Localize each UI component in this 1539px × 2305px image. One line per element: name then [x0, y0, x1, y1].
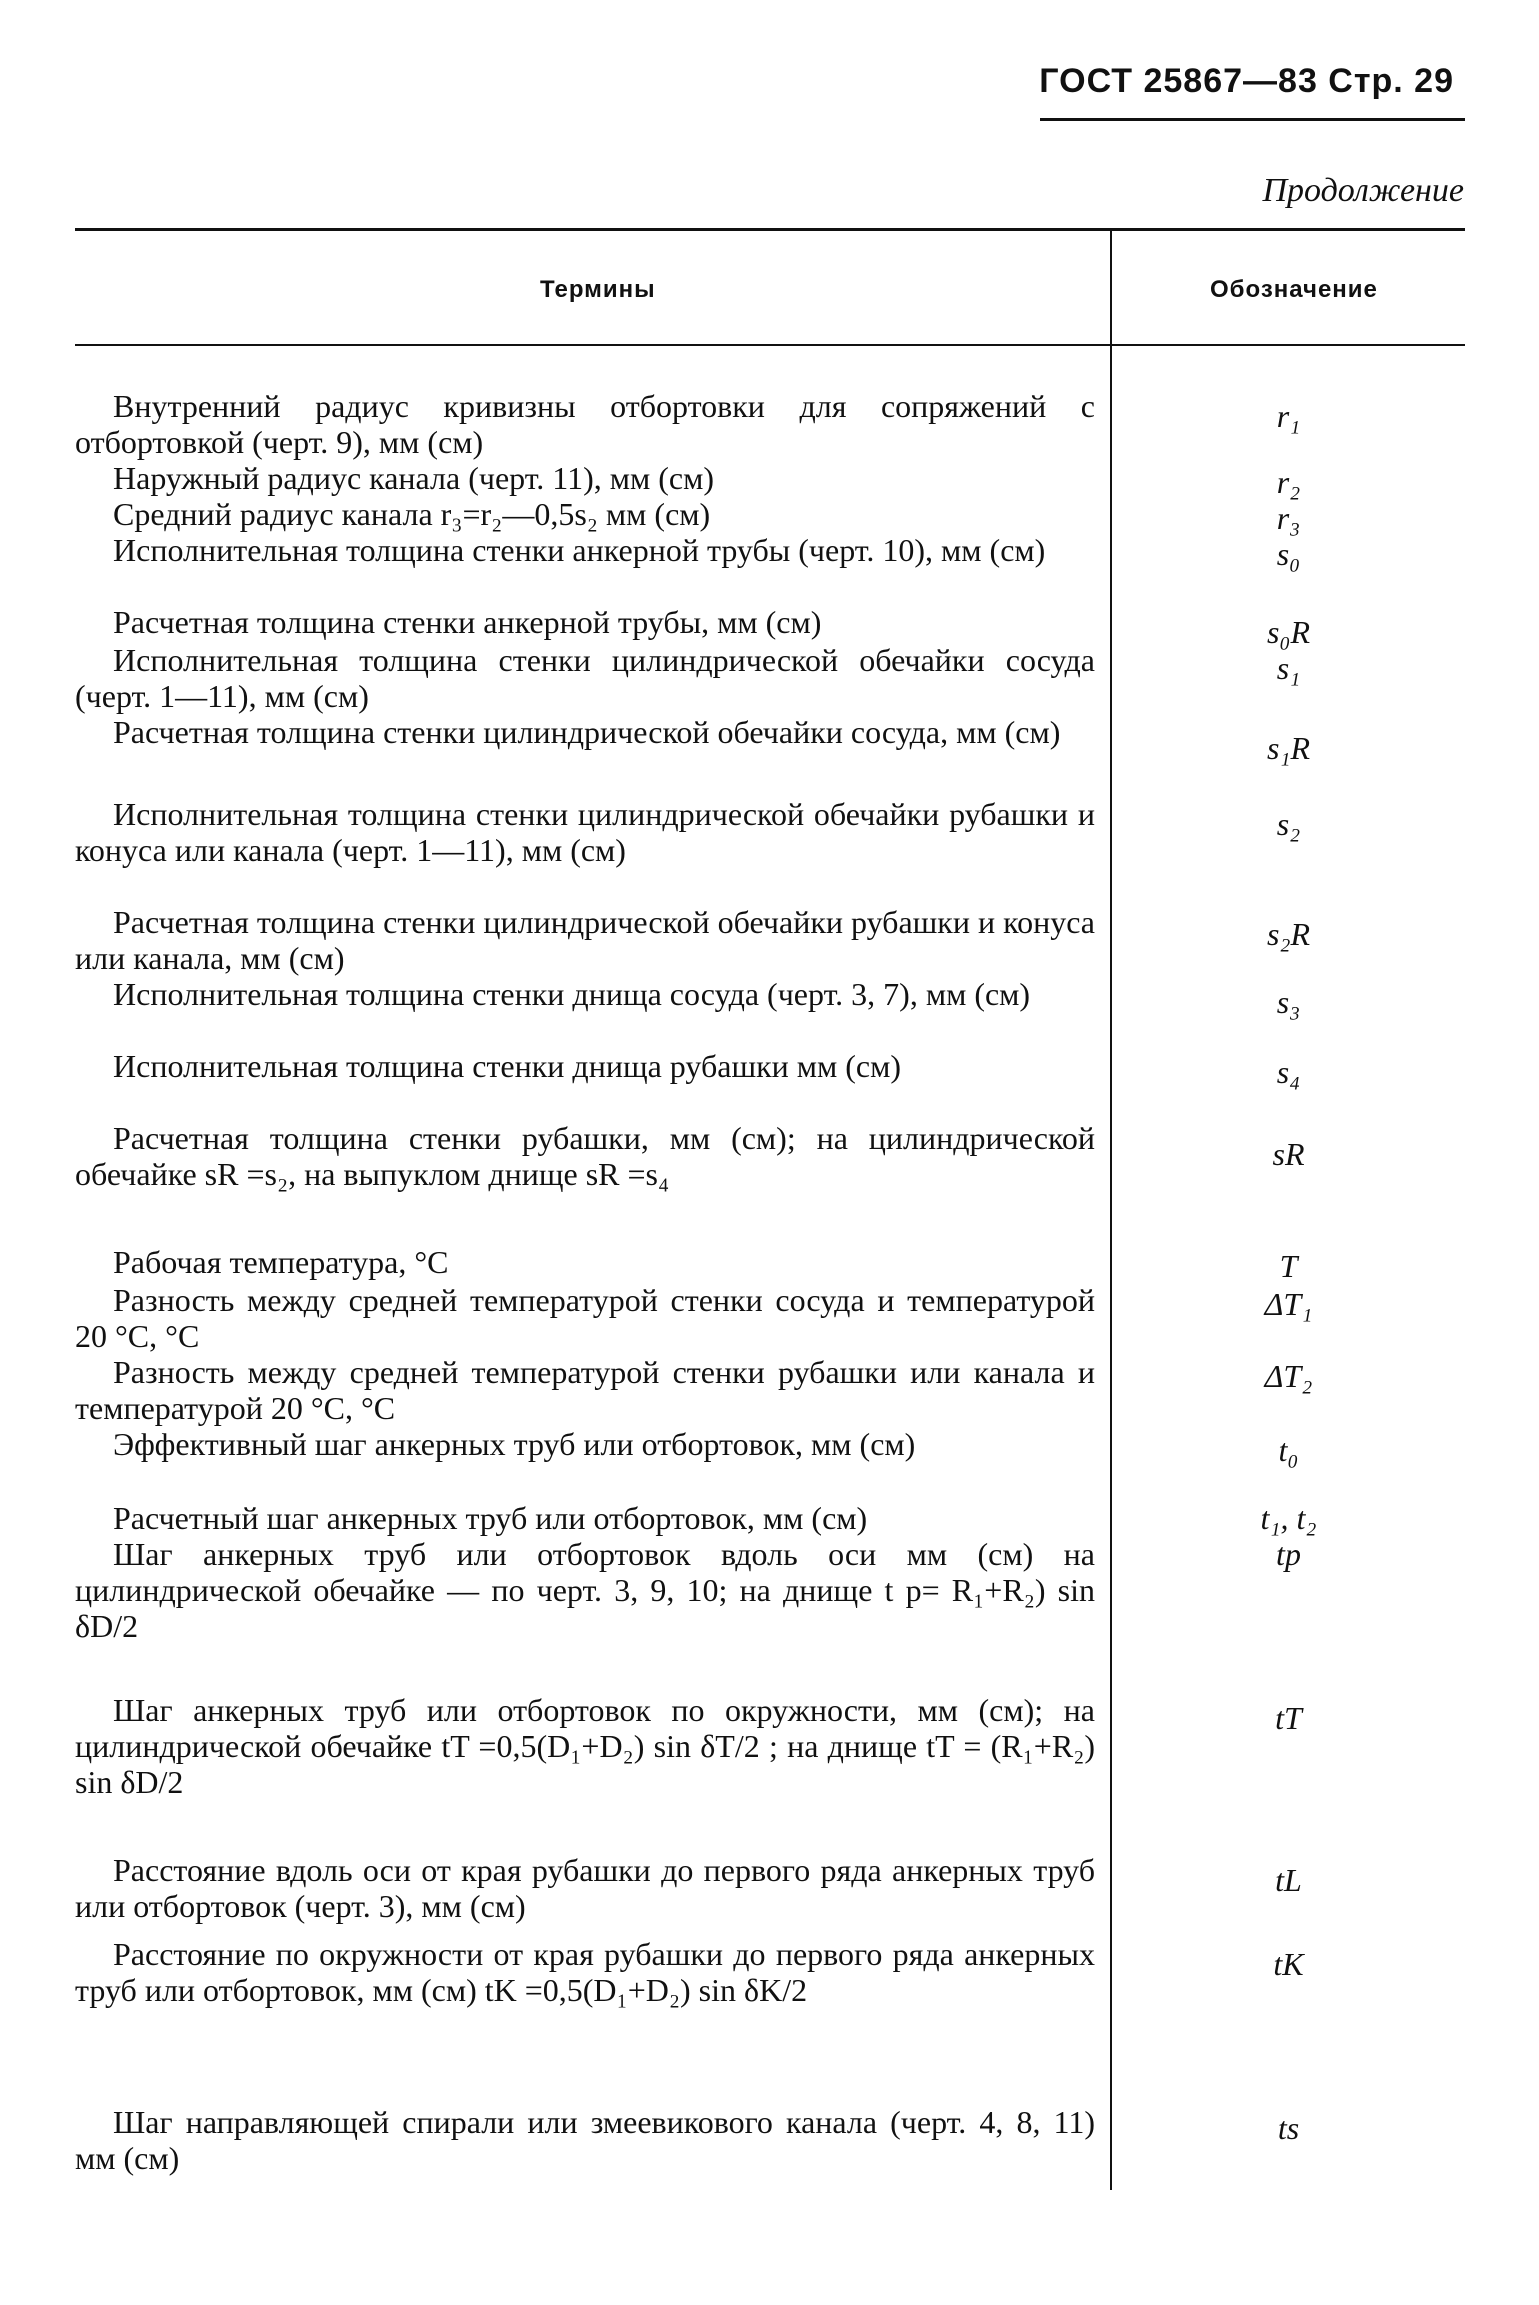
table-row-term: Расчетная толщина стенки анкерной трубы, мм (см) [113, 604, 822, 640]
header-rule [1040, 118, 1465, 121]
table-row-term: Расстояние вдоль оси от края рубашки до первого ряда анкерных труб или отбортовок (черт. 3), мм (см) [75, 1852, 1095, 1924]
table-row-symbol: T [1279, 1248, 1298, 1284]
table-row-symbol: sR [1272, 1136, 1305, 1172]
table-row-symbol: tp [1276, 1536, 1301, 1572]
table-row-term: Разность между средней температурой стенки сосуда и температурой 20 °С, °С [75, 1282, 1095, 1354]
table-row-term: Исполнительная толщина стенки днища сосуда (черт. 3, 7), мм (см) [113, 976, 1031, 1012]
table-row-term: Расчетная толщина стенки рубашки, мм (см); на цилиндрической обечайке sR =s₂, на выпуклом днище sR =s₄ [75, 1120, 1095, 1192]
table-row-term: Внутренний радиус кривизны отбортовки для сопряжений с отбортовкой (черт. 9), мм (см) [75, 388, 1095, 460]
table-row-term: Шаг направляющей спирали или змеевикового канала (черт. 4, 8, 11) мм (см) [75, 2104, 1095, 2176]
table-row-symbol: s₃ [1276, 984, 1301, 1020]
column-header-symbol: Обозначение [1210, 276, 1378, 303]
table-row-term: Исполнительная толщина стенки цилиндрической обечайки рубашки и конуса или канала (черт. 1—11), мм (см) [75, 796, 1095, 868]
table-row-symbol: r₁ [1276, 398, 1301, 434]
table-row-symbol: t₁, t₂ [1260, 1500, 1317, 1536]
table-row-term: Расстояние по окружности от края рубашки до первого ряда анкерных труб или отбортовок, мм (см) tK =0,5(D₁+D₂) sin δK/2 [75, 1936, 1095, 2008]
table-row-term: Шаг анкерных труб или отбортовок по окружности, мм (см); на цилиндрической обечайке tT =0,5(D₁+D₂) sin δT/2 ; на днище tT = (R₁+R₂) sin δD/2 [75, 1692, 1095, 1800]
table-row-symbol: s₄ [1276, 1054, 1301, 1090]
column-header-terms: Термины [540, 276, 656, 303]
table-row-term: Исполнительная толщина стенки днища рубашки мм (см) [113, 1048, 902, 1084]
table-row-term: Рабочая температура, °С [113, 1244, 449, 1280]
table-row-symbol: ts [1277, 2110, 1300, 2146]
table-row-symbol: s₂R [1266, 916, 1311, 952]
table-row-term: Расчетный шаг анкерных труб или отбортовок, мм (см) [113, 1500, 868, 1536]
table-row-symbol: s₀ [1276, 536, 1301, 572]
table-row-term: Средний радиус канала r₃=r₂—0,5s₂ мм (см) [113, 496, 711, 532]
table-row-symbol: ΔT₂ [1264, 1358, 1313, 1394]
table-row-term: Эффективный шаг анкерных труб или отбортовок, мм (см) [113, 1426, 916, 1462]
table-header-rule [75, 344, 1465, 346]
table-row-symbol: ΔT₁ [1264, 1286, 1313, 1322]
table-row-symbol: r₂ [1276, 464, 1301, 500]
table-top-rule [75, 228, 1465, 231]
table-row-symbol: s₀R [1266, 614, 1311, 650]
table-row-term: Исполнительная толщина стенки анкерной трубы (черт. 10), мм (см) [113, 532, 1046, 568]
table-row-term: Разность между средней температурой стенки рубашки или канала и температурой 20 °С, °С [75, 1354, 1095, 1426]
table-row-symbol: t₀ [1278, 1432, 1299, 1468]
table-row-symbol: tK [1273, 1946, 1304, 1982]
table-row-symbol: s₁R [1266, 730, 1311, 766]
running-title: ГОСТ 25867—83 Стр. 29 [1039, 62, 1454, 100]
continuation-label: Продолжение [1262, 172, 1464, 209]
table-row-symbol: r₃ [1276, 500, 1301, 536]
table-row-symbol: s₁ [1276, 650, 1301, 686]
table-row-term: Расчетная толщина стенки цилиндрической обечайки сосуда, мм (см) [113, 714, 1061, 750]
table-row-symbol: tT [1275, 1700, 1302, 1736]
table-row-symbol: s₂ [1276, 806, 1301, 842]
table-row-term: Расчетная толщина стенки цилиндрической обечайки рубашки и конуса или канала, мм (см) [75, 904, 1095, 976]
table-row-term: Шаг анкерных труб или отбортовок вдоль оси мм (см) на цилиндрической обечайке — по черт. 3, 9, 10; на днище t p= R₁+R₂) sin δD/2 [75, 1536, 1096, 1644]
table-row-symbol: tL [1275, 1862, 1302, 1898]
table-row-term: Исполнительная толщина стенки цилиндрической обечайки сосуда (черт. 1—11), мм (см) [75, 642, 1095, 714]
table-row-term: Наружный радиус канала (черт. 11), мм (см) [113, 460, 715, 496]
